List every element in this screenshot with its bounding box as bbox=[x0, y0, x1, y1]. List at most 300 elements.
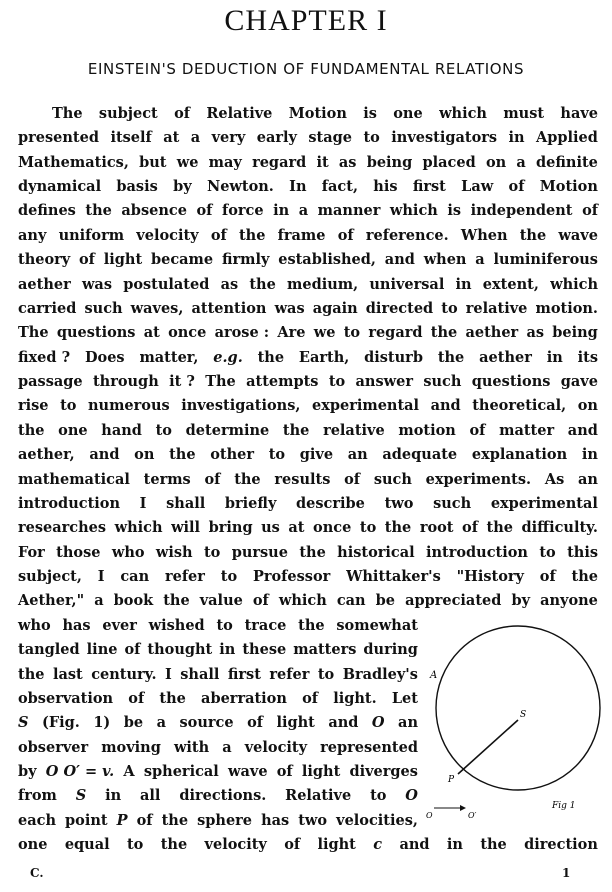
word: first bbox=[412, 178, 446, 196]
text-line bbox=[18, 248, 598, 272]
word: somewhat bbox=[336, 616, 418, 634]
word: wished bbox=[148, 616, 205, 634]
word: independent bbox=[470, 202, 573, 220]
word: became bbox=[150, 251, 214, 269]
word: can bbox=[336, 592, 366, 610]
text-line bbox=[18, 224, 598, 248]
word: be bbox=[123, 714, 144, 732]
word: to bbox=[343, 324, 361, 342]
word: in bbox=[455, 275, 472, 293]
word: the bbox=[169, 446, 196, 464]
word: shall bbox=[180, 665, 220, 683]
text-line bbox=[18, 638, 418, 662]
word: waves, bbox=[130, 299, 184, 317]
word: tangled bbox=[18, 641, 80, 659]
text-line bbox=[18, 736, 418, 760]
text-line bbox=[18, 687, 418, 711]
word: root bbox=[419, 519, 454, 537]
word: one bbox=[58, 421, 88, 439]
word: we bbox=[313, 324, 336, 342]
word: us bbox=[261, 519, 280, 537]
text-line bbox=[18, 419, 598, 443]
word: the bbox=[249, 275, 276, 293]
word: to bbox=[363, 129, 380, 147]
word: the bbox=[299, 543, 326, 561]
word: medium, bbox=[287, 275, 359, 293]
word: the bbox=[238, 226, 266, 244]
word: I bbox=[97, 568, 105, 586]
word: the bbox=[18, 421, 45, 439]
word: on bbox=[134, 446, 155, 464]
word: at bbox=[163, 129, 180, 147]
word: source bbox=[179, 714, 234, 732]
word: Mathematics, bbox=[18, 153, 129, 171]
word: to bbox=[216, 616, 233, 634]
word: S bbox=[18, 714, 29, 732]
word: the bbox=[384, 519, 412, 537]
word: As bbox=[544, 470, 565, 488]
word: (Fig. bbox=[41, 714, 80, 732]
word: the bbox=[437, 348, 465, 366]
word: theoretical, bbox=[472, 397, 567, 415]
word: in bbox=[508, 129, 525, 147]
text-line bbox=[18, 199, 598, 223]
word: was bbox=[274, 299, 305, 317]
word: such bbox=[433, 494, 472, 512]
word: at bbox=[143, 324, 160, 342]
word: O bbox=[405, 787, 418, 805]
word: as bbox=[526, 324, 545, 342]
word: matters bbox=[293, 641, 357, 659]
word: difficulty. bbox=[521, 519, 598, 537]
word: be bbox=[375, 592, 396, 610]
word: relative bbox=[323, 421, 385, 439]
word: matter bbox=[499, 421, 555, 439]
word: aether bbox=[18, 275, 71, 293]
text-line bbox=[18, 492, 598, 516]
word: the bbox=[234, 470, 261, 488]
word: established, bbox=[278, 251, 376, 269]
word: a bbox=[475, 251, 485, 269]
word: briefly bbox=[224, 494, 277, 512]
word: represented bbox=[320, 738, 418, 756]
word: early bbox=[256, 129, 297, 147]
word: two bbox=[384, 494, 414, 512]
word: of bbox=[247, 714, 263, 732]
word: O O′ = v. bbox=[45, 762, 115, 780]
word: Bradley's bbox=[342, 665, 418, 683]
word: the bbox=[18, 665, 45, 683]
word: an bbox=[398, 714, 418, 732]
word: one bbox=[18, 836, 48, 854]
word: aether, bbox=[18, 446, 75, 464]
word: terms bbox=[143, 470, 191, 488]
word: aether bbox=[479, 348, 532, 366]
word: the bbox=[282, 421, 310, 439]
label-o-prime: O′ bbox=[468, 811, 477, 820]
word: but bbox=[139, 153, 167, 171]
word: is bbox=[363, 105, 377, 122]
word: once bbox=[168, 324, 207, 342]
word: Motion bbox=[539, 178, 598, 196]
word: stage bbox=[308, 129, 353, 147]
word: a bbox=[190, 129, 201, 147]
word: when bbox=[423, 251, 467, 269]
word: as bbox=[220, 275, 239, 293]
word: the bbox=[161, 811, 189, 829]
word: who bbox=[111, 543, 145, 561]
word: questions bbox=[471, 373, 551, 391]
word: in bbox=[219, 641, 236, 659]
word: has bbox=[261, 811, 290, 829]
word: first bbox=[227, 665, 261, 683]
word: subject bbox=[98, 105, 158, 122]
text-line bbox=[18, 394, 598, 418]
word: is bbox=[447, 202, 462, 220]
word: the bbox=[571, 568, 598, 586]
word: may bbox=[208, 153, 242, 171]
signature-mark: C. bbox=[30, 866, 44, 880]
word: e.g. bbox=[213, 348, 243, 366]
word: refer bbox=[164, 568, 205, 586]
word: motion. bbox=[535, 299, 598, 317]
word: in bbox=[446, 836, 463, 854]
word: the bbox=[163, 592, 190, 610]
word: I bbox=[139, 494, 147, 512]
word: Applied bbox=[535, 129, 598, 147]
word: to bbox=[268, 446, 286, 464]
word: firmly bbox=[221, 251, 270, 269]
word: refer bbox=[269, 665, 310, 683]
word: A bbox=[123, 762, 135, 780]
word: observation bbox=[18, 689, 114, 707]
word: of bbox=[174, 105, 191, 122]
word: basis bbox=[116, 178, 158, 196]
word: presented bbox=[18, 129, 99, 147]
word: an bbox=[578, 470, 598, 488]
word: it bbox=[316, 153, 329, 171]
word: will bbox=[171, 519, 201, 537]
word: O bbox=[371, 714, 385, 732]
label-p: P bbox=[448, 775, 455, 785]
word: aberration bbox=[201, 689, 287, 707]
word: in bbox=[105, 787, 122, 805]
word: luminiferous bbox=[493, 251, 598, 269]
text-line bbox=[18, 273, 598, 297]
word: velocity bbox=[244, 738, 308, 756]
word: universal bbox=[369, 275, 445, 293]
label-s: S bbox=[520, 710, 527, 720]
word: describe bbox=[296, 494, 365, 512]
word: which bbox=[389, 202, 438, 220]
page-number: 1 bbox=[562, 866, 571, 880]
word: experimental bbox=[311, 397, 420, 415]
word: last bbox=[52, 665, 83, 683]
word: results bbox=[274, 470, 331, 488]
word: on bbox=[485, 153, 507, 171]
text-line bbox=[18, 346, 598, 370]
word: carried bbox=[18, 299, 77, 317]
word: of bbox=[136, 811, 153, 829]
word: numerous bbox=[87, 397, 170, 415]
text-line bbox=[18, 151, 598, 175]
word: which bbox=[550, 275, 598, 293]
word: to bbox=[441, 299, 458, 317]
word: Whittaker's bbox=[346, 568, 441, 586]
word: Law bbox=[461, 178, 494, 196]
chapter-heading: CHAPTER I bbox=[224, 4, 388, 37]
word: value bbox=[199, 592, 243, 610]
word: explanation bbox=[471, 446, 568, 464]
word: a bbox=[222, 738, 232, 756]
word: to bbox=[539, 543, 556, 561]
word: extent, bbox=[482, 275, 539, 293]
word: to bbox=[317, 665, 335, 683]
word: such bbox=[373, 470, 412, 488]
word: trace bbox=[244, 616, 287, 634]
word: an bbox=[347, 446, 368, 464]
text-line bbox=[18, 541, 598, 565]
word: of bbox=[337, 226, 354, 244]
word: to bbox=[155, 421, 172, 439]
wave-sphere-circle bbox=[436, 626, 600, 790]
word: who bbox=[18, 616, 51, 634]
word: by bbox=[511, 592, 531, 610]
word: two bbox=[298, 811, 328, 829]
word: "History bbox=[456, 568, 524, 586]
word: each bbox=[18, 811, 56, 829]
word: equal bbox=[64, 836, 110, 854]
word: to bbox=[328, 373, 346, 391]
word: The bbox=[205, 373, 236, 391]
word: manner bbox=[317, 202, 381, 220]
word: Does bbox=[84, 348, 125, 366]
word: disturb bbox=[364, 348, 423, 366]
word: the bbox=[159, 689, 186, 707]
word: regard bbox=[252, 153, 307, 171]
word: and bbox=[384, 251, 415, 269]
word: c bbox=[373, 836, 383, 854]
word: give bbox=[299, 446, 334, 464]
word: to bbox=[203, 543, 221, 561]
word: wave bbox=[558, 226, 598, 244]
text-line bbox=[18, 565, 598, 589]
word: dynamical bbox=[18, 178, 102, 196]
word: of bbox=[252, 592, 269, 610]
word: directed bbox=[365, 299, 434, 317]
word: with bbox=[173, 738, 210, 756]
word: it ? bbox=[169, 373, 195, 391]
word: relative bbox=[465, 299, 528, 317]
text-line bbox=[18, 126, 598, 150]
word: the bbox=[160, 836, 188, 854]
word: and bbox=[328, 714, 359, 732]
word: of bbox=[79, 251, 95, 269]
word: the bbox=[257, 348, 285, 366]
word: its bbox=[577, 348, 598, 366]
text-line bbox=[18, 175, 598, 199]
word: P bbox=[116, 811, 128, 829]
label-o: O bbox=[426, 811, 433, 820]
word: answer bbox=[355, 373, 413, 391]
word: light bbox=[276, 714, 315, 732]
section-title: EINSTEIN'S DEDUCTION OF FUNDAMENTAL RELATIONS bbox=[87, 60, 525, 78]
word: determine bbox=[185, 421, 270, 439]
word: of bbox=[204, 470, 221, 488]
word: to bbox=[370, 787, 387, 805]
text-line bbox=[18, 833, 598, 857]
word: can bbox=[120, 568, 150, 586]
word: one bbox=[393, 105, 423, 122]
word: such bbox=[84, 299, 123, 317]
word: to bbox=[220, 568, 238, 586]
word: must bbox=[503, 105, 545, 122]
word: his bbox=[373, 178, 398, 196]
word: force bbox=[221, 202, 264, 220]
word: directions. bbox=[179, 787, 267, 805]
word: wave bbox=[228, 762, 268, 780]
label-a: A bbox=[430, 670, 438, 681]
word: adequate bbox=[382, 446, 458, 464]
text-line bbox=[18, 443, 598, 467]
word: motion bbox=[398, 421, 456, 439]
word: Relative bbox=[206, 105, 273, 122]
text-line bbox=[18, 760, 418, 784]
arrow-head bbox=[460, 805, 466, 811]
word: the bbox=[430, 324, 458, 342]
word: century. bbox=[91, 665, 157, 683]
word: which bbox=[114, 519, 163, 537]
word: regard bbox=[368, 324, 423, 342]
word: definite bbox=[536, 153, 598, 171]
word: at bbox=[288, 519, 305, 537]
text-line bbox=[18, 589, 598, 613]
figure-caption: Fig 1 bbox=[552, 801, 576, 811]
word: of bbox=[302, 689, 319, 707]
word: as bbox=[338, 153, 357, 171]
word: of bbox=[582, 202, 598, 220]
word: Aether," bbox=[18, 592, 85, 610]
word: and bbox=[399, 836, 430, 854]
word: thought bbox=[147, 641, 213, 659]
word: such bbox=[423, 373, 462, 391]
word: a bbox=[516, 153, 526, 171]
word: the bbox=[298, 616, 325, 634]
word: sphere bbox=[197, 811, 253, 829]
word: velocity bbox=[204, 836, 267, 854]
word: by bbox=[173, 178, 192, 196]
word: from bbox=[18, 787, 57, 805]
word: velocities, bbox=[336, 811, 418, 829]
word: Let bbox=[391, 689, 418, 707]
word: theory bbox=[18, 251, 71, 269]
text-line bbox=[18, 516, 598, 540]
word: on bbox=[577, 397, 598, 415]
word: passage bbox=[18, 373, 83, 391]
word: all bbox=[140, 787, 161, 805]
word: and bbox=[89, 446, 120, 464]
word: of bbox=[210, 226, 227, 244]
word: these bbox=[242, 641, 287, 659]
text-line bbox=[18, 468, 598, 492]
word: a bbox=[94, 592, 104, 610]
word: have bbox=[560, 105, 598, 122]
word: researches bbox=[18, 519, 107, 537]
word: the bbox=[519, 226, 547, 244]
word: bring bbox=[208, 519, 253, 537]
word: the bbox=[480, 836, 507, 854]
word: Motion bbox=[288, 105, 347, 122]
word: rise bbox=[18, 397, 49, 415]
word: of bbox=[469, 421, 486, 439]
word: we bbox=[176, 153, 199, 171]
word: ever bbox=[102, 616, 137, 634]
text-line bbox=[18, 321, 598, 345]
word: matter, bbox=[139, 348, 199, 366]
figure-1 bbox=[420, 622, 605, 832]
text-line bbox=[18, 297, 598, 321]
word: of bbox=[508, 178, 525, 196]
word: by bbox=[18, 762, 37, 780]
word: other bbox=[210, 446, 255, 464]
word: moving bbox=[101, 738, 161, 756]
word: pursue bbox=[231, 543, 288, 561]
word: frame bbox=[277, 226, 326, 244]
word: shall bbox=[166, 494, 206, 512]
word: of bbox=[128, 689, 145, 707]
word: very bbox=[211, 129, 246, 147]
word: attention bbox=[191, 299, 267, 317]
word: Earth, bbox=[298, 348, 350, 366]
word: gave bbox=[560, 373, 598, 391]
word: light bbox=[103, 251, 143, 269]
word: in bbox=[546, 348, 563, 366]
word: arose : bbox=[214, 324, 270, 342]
text-line bbox=[18, 711, 418, 735]
word: the bbox=[85, 202, 112, 220]
word: Newton. bbox=[206, 178, 274, 196]
word: once bbox=[313, 519, 352, 537]
word: velocity bbox=[136, 226, 199, 244]
word: a bbox=[298, 202, 309, 220]
word: to bbox=[359, 519, 377, 537]
word: which bbox=[278, 592, 327, 610]
word: fixed ? bbox=[18, 348, 71, 366]
word: of bbox=[539, 568, 556, 586]
word: light bbox=[301, 762, 341, 780]
text-line bbox=[18, 663, 418, 687]
word: point bbox=[65, 811, 108, 829]
word: those bbox=[56, 543, 101, 561]
word: spherical bbox=[143, 762, 219, 780]
word: any bbox=[18, 226, 47, 244]
word: the bbox=[486, 519, 513, 537]
word: to bbox=[126, 836, 144, 854]
text-line bbox=[18, 784, 418, 808]
word: introduction bbox=[18, 494, 120, 512]
word: itself bbox=[110, 129, 152, 147]
word: Relative bbox=[285, 787, 352, 805]
word: of bbox=[196, 202, 213, 220]
word: reference. bbox=[365, 226, 449, 244]
word: postulated bbox=[123, 275, 210, 293]
word: of bbox=[284, 836, 301, 854]
word: The bbox=[52, 105, 83, 122]
word: investigators bbox=[391, 129, 498, 147]
word: introduction bbox=[425, 543, 528, 561]
word: When bbox=[460, 226, 508, 244]
word: light. bbox=[333, 689, 377, 707]
